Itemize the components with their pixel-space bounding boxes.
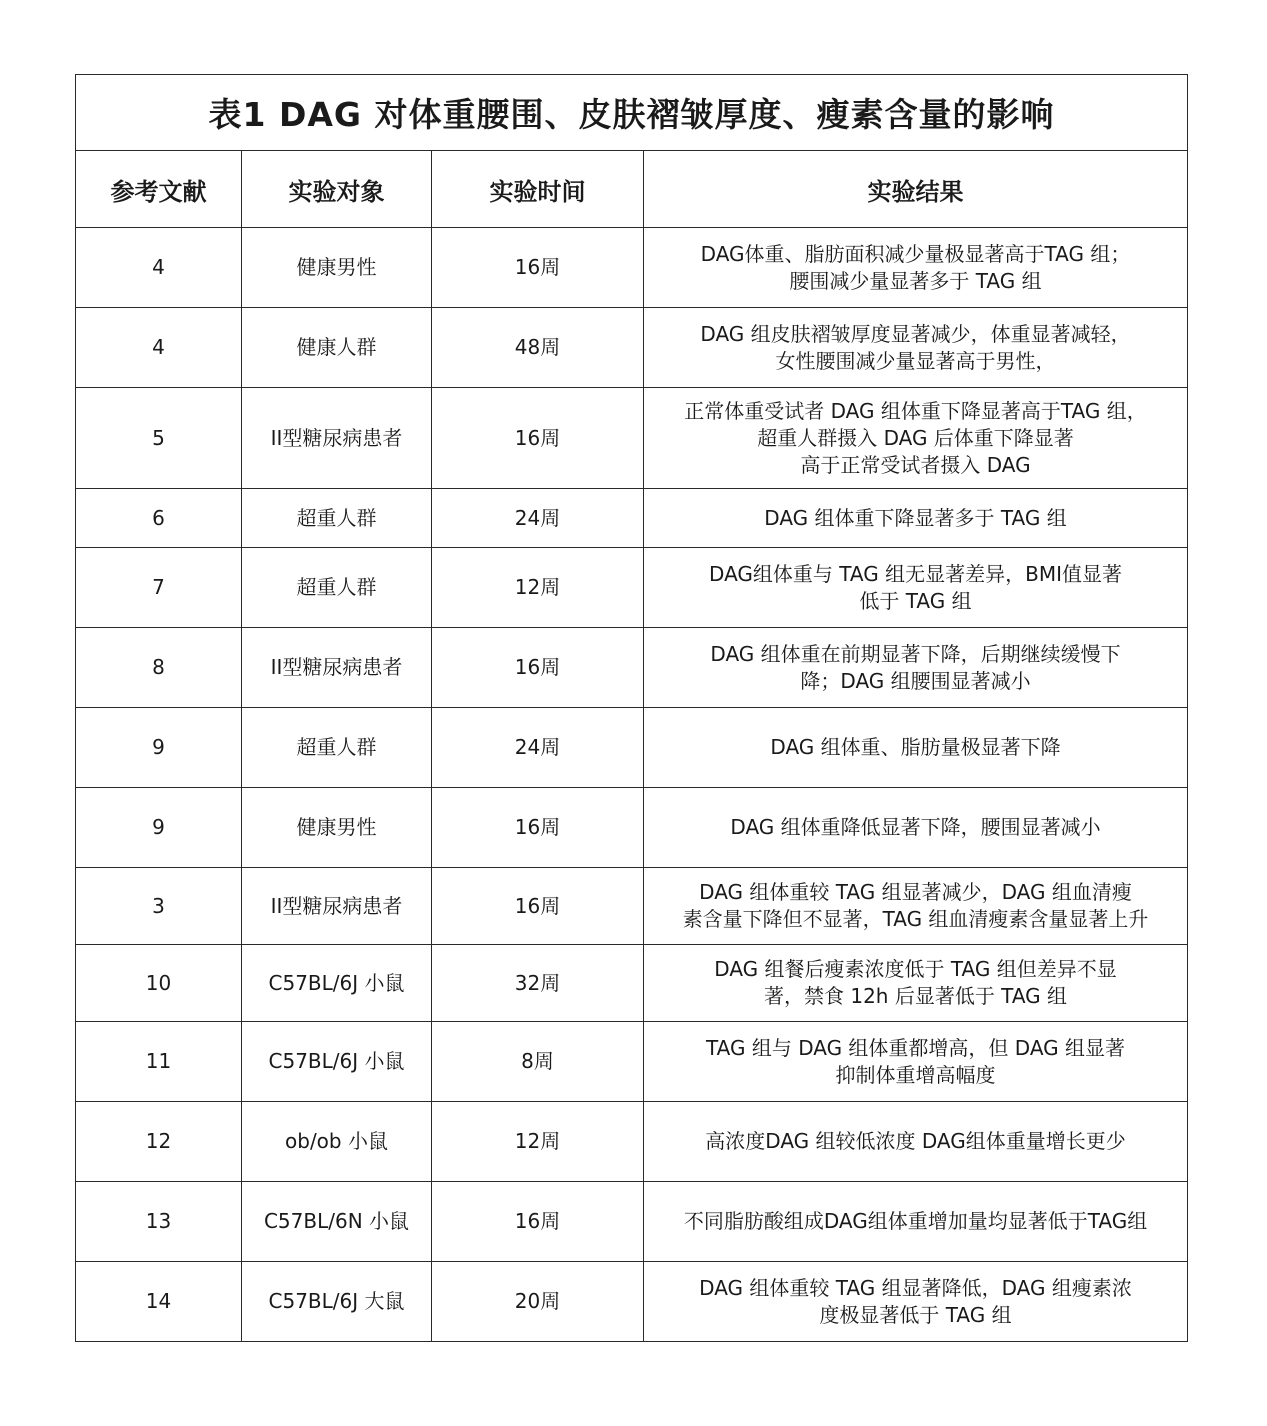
table-container [75, 74, 1187, 1342]
result-line: 腰围减少量显著多于 TAG 组 [789, 268, 1042, 293]
result-line: 女性腰围减少量显著高于男性， [775, 348, 1056, 373]
cell-subject: C57BL/6J 小鼠 [242, 945, 432, 1022]
table-row [76, 1022, 1188, 1102]
table-title: 表1 DAG 对体重腰围、皮肤褶皱厚度、瘦素含量的影响 [76, 75, 1188, 151]
cell-time: 24周 [432, 708, 644, 788]
cell-reference: 3 [76, 868, 242, 945]
cell-subject: C57BL/6J 小鼠 [242, 1022, 432, 1102]
result-line: DAG 组皮肤褶皱厚度显著减少，体重显著减轻， [700, 321, 1131, 346]
result-line: 降；DAG 组腰围显著减小 [800, 668, 1031, 693]
result-line: 高浓度DAG 组较低浓度 DAG组体重量增长更少 [705, 1129, 1126, 1153]
result-line: DAG 组体重较 TAG 组显著减少，DAG 组血清瘦 [699, 880, 1132, 904]
cell-time: 48周 [432, 308, 644, 388]
table-row [76, 1182, 1188, 1262]
cell-time: 12周 [432, 548, 644, 628]
cell-result [644, 489, 1188, 548]
cell-reference: 11 [76, 1022, 242, 1102]
result-line: 不同脂肪酸组成DAG组体重增加量均显著低于TAG组 [683, 1209, 1148, 1233]
table-row [76, 868, 1188, 945]
cell-reference: 4 [76, 228, 242, 308]
cell-reference: 6 [76, 489, 242, 548]
result-line: 著，禁食 12h 后显著低于 TAG 组 [763, 984, 1068, 1008]
cell-time: 32周 [432, 945, 644, 1022]
cell-subject: 超重人群 [242, 708, 432, 788]
cell-result [644, 548, 1188, 628]
result-line: 抑制体重增高幅度 [835, 1062, 996, 1087]
result-line: DAG 组体重降低显著下降，腰围显著减小 [730, 815, 1101, 839]
result-line: DAG 组餐后瘦素浓度低于 TAG 组但差异不显 [714, 957, 1117, 981]
result-line: DAG 组体重较 TAG 组显著降低，DAG 组瘦素浓 [699, 1275, 1132, 1300]
table-row [76, 228, 1188, 308]
cell-result [644, 945, 1188, 1022]
cell-time: 12周 [432, 1102, 644, 1182]
result-line: DAG 组体重在前期显著下降，后期继续缓慢下 [710, 641, 1121, 666]
cell-reference: 14 [76, 1262, 242, 1342]
cell-time: 20周 [432, 1262, 644, 1342]
result-line: 度极显著低于 TAG 组 [819, 1302, 1012, 1327]
cell-time: 16周 [432, 1182, 644, 1262]
table-body [76, 228, 1188, 1342]
table-row [76, 1102, 1188, 1182]
result-line: DAG组体重与 TAG 组无显著差异，BMI值显著 [709, 561, 1122, 586]
table-row [76, 788, 1188, 868]
table-row [76, 489, 1188, 548]
cell-result [644, 788, 1188, 868]
cell-subject: ob/ob 小鼠 [242, 1102, 432, 1182]
cell-time: 16周 [432, 868, 644, 945]
result-line: 正常体重受试者 DAG 组体重下降显著高于TAG 组， [684, 398, 1147, 423]
result-line: 低于 TAG 组 [859, 588, 972, 613]
cell-result [644, 868, 1188, 945]
cell-reference: 12 [76, 1102, 242, 1182]
header-subject: 实验对象 [242, 151, 432, 228]
header-reference: 参考文献 [76, 151, 242, 228]
result-line: DAG 组体重下降显著多于 TAG 组 [764, 505, 1067, 530]
cell-reference: 9 [76, 708, 242, 788]
table-row [76, 308, 1188, 388]
cell-time: 16周 [432, 628, 644, 708]
cell-reference: 8 [76, 628, 242, 708]
cell-subject: C57BL/6J 大鼠 [242, 1262, 432, 1342]
cell-reference: 7 [76, 548, 242, 628]
cell-subject: 超重人群 [242, 548, 432, 628]
cell-time: 16周 [432, 228, 644, 308]
result-line: 高于正常受试者摄入 DAG [800, 452, 1031, 477]
cell-time: 16周 [432, 788, 644, 868]
cell-result [644, 628, 1188, 708]
header-result: 实验结果 [644, 151, 1188, 228]
cell-reference: 13 [76, 1182, 242, 1262]
table-row [76, 628, 1188, 708]
cell-subject: 健康人群 [242, 308, 432, 388]
cell-subject: 健康男性 [242, 228, 432, 308]
cell-subject: II型糖尿病患者 [242, 388, 432, 489]
cell-subject: C57BL/6N 小鼠 [242, 1182, 432, 1262]
result-line: DAG体重、脂肪面积减少量极显著高于TAG 组； [700, 241, 1131, 266]
table-row [76, 388, 1188, 489]
cell-result [644, 228, 1188, 308]
cell-subject: 健康男性 [242, 788, 432, 868]
cell-reference: 5 [76, 388, 242, 489]
cell-result [644, 1102, 1188, 1182]
cell-result [644, 708, 1188, 788]
cell-subject: II型糖尿病患者 [242, 868, 432, 945]
header-time: 实验时间 [432, 151, 644, 228]
result-line: 素含量下降但不显著，TAG 组血清瘦素含量显著上升 [682, 907, 1149, 931]
cell-result [644, 1182, 1188, 1262]
cell-time: 16周 [432, 388, 644, 489]
result-line: DAG 组体重、脂肪量极显著下降 [770, 735, 1061, 759]
result-line: 超重人群摄入 DAG 后体重下降显著 [757, 425, 1074, 450]
results-table [75, 74, 1188, 1342]
cell-subject: 超重人群 [242, 489, 432, 548]
cell-result [644, 308, 1188, 388]
cell-reference: 9 [76, 788, 242, 868]
title-row [76, 75, 1188, 151]
table-row [76, 548, 1188, 628]
cell-time: 8周 [432, 1022, 644, 1102]
header-row [76, 151, 1188, 228]
cell-reference: 10 [76, 945, 242, 1022]
result-line: TAG 组与 DAG 组体重都增高，但 DAG 组显著 [705, 1035, 1126, 1060]
cell-subject: II型糖尿病患者 [242, 628, 432, 708]
table-row [76, 708, 1188, 788]
table-row [76, 945, 1188, 1022]
table-row [76, 1262, 1188, 1342]
cell-result [644, 1022, 1188, 1102]
cell-time: 24周 [432, 489, 644, 548]
cell-result [644, 388, 1188, 489]
cell-result [644, 1262, 1188, 1342]
cell-reference: 4 [76, 308, 242, 388]
